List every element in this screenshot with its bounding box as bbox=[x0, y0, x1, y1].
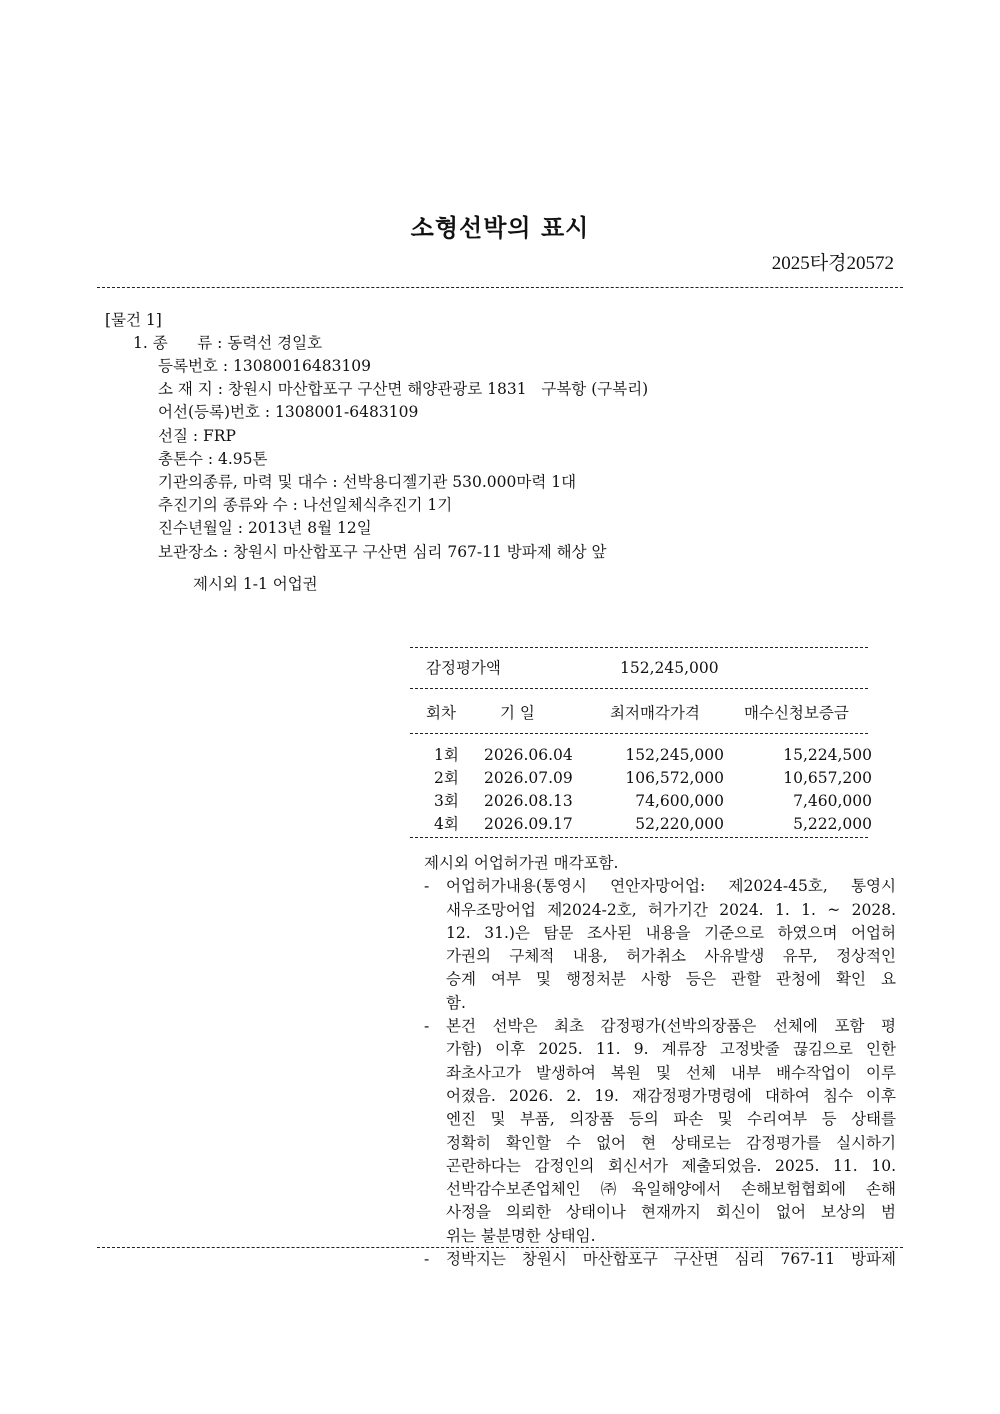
cell-min-price: 152,245,000 bbox=[625, 746, 724, 764]
note-bullet: - bbox=[424, 1250, 430, 1269]
note-line: 가함) 이후 2025. 11. 9. 계류장 고정밧줄 끊김으로 인한 bbox=[446, 1040, 896, 1059]
note-line: 12. 31.)은 탐문 조사된 내용을 기준으로 하였으며 어업허 bbox=[446, 923, 896, 942]
item-line: 선질 : FRP bbox=[158, 426, 236, 445]
item-line: 소 재 지 : 창원시 마산합포구 구산면 해양관광로 1831 구복항 (구복리) bbox=[158, 380, 649, 399]
note-bullet: - bbox=[424, 1017, 430, 1036]
cell-min-price: 74,600,000 bbox=[635, 792, 724, 810]
top-divider bbox=[97, 287, 903, 288]
note-paragraph bbox=[424, 1248, 896, 1271]
item-kind-block bbox=[133, 332, 322, 355]
note-line: 사정을 의뢰한 상태이나 현재까지 회신이 없어 보상의 범 bbox=[446, 1203, 896, 1222]
case-number: 2025타경20572 bbox=[771, 253, 894, 274]
note-line: 좌초사고가 발생하여 복원 및 선체 내부 배수작업이 이루 bbox=[446, 1063, 896, 1082]
schedule-body bbox=[410, 744, 872, 836]
appraisal-block bbox=[410, 657, 868, 680]
cell-min-price: 106,572,000 bbox=[625, 769, 724, 787]
item-header: [물건 1] bbox=[105, 311, 162, 329]
note-line: 가권의 구체적 내용, 허가취소 사유발생 유무, 정상적인 bbox=[446, 947, 896, 966]
item-line: 1. 종 류 : 동력선 경일호 bbox=[133, 334, 323, 352]
cell-deposit: 15,224,500 bbox=[783, 746, 872, 764]
note-bullet: - bbox=[424, 877, 430, 896]
item-line: 등록번호 : 13080016483109 bbox=[158, 357, 372, 375]
cell-deposit: 5,222,000 bbox=[793, 815, 872, 833]
note-line: 위는 불분명한 상태임. bbox=[446, 1226, 596, 1245]
item-line: 진수년월일 : 2013년 8월 12일 bbox=[158, 519, 372, 538]
header-min-price: 최저매각가격 bbox=[610, 704, 700, 722]
note-line: 본건 선박은 최초 감정평가(선박의장품은 선체에 포함 평 bbox=[446, 1017, 896, 1036]
cell-round: 1회 bbox=[434, 746, 459, 764]
table-divider bbox=[410, 688, 868, 689]
note-line: 함. bbox=[446, 993, 466, 1012]
note-line: 어업허가내용(통영시 연안자망어업: 제2024-45호, 통영시 bbox=[446, 877, 896, 896]
table-divider bbox=[410, 837, 868, 838]
note-line: 새우조망어업 제2024-2호, 허가기간 2024. 1. 1. ~ 2028. bbox=[446, 900, 896, 919]
item-line: 보관장소 : 창원시 마산합포구 구산면 심리 767-11 방파제 해상 앞 bbox=[158, 542, 607, 561]
cell-date: 2026.07.09 bbox=[484, 769, 573, 787]
appraisal-label: 감정평가액 bbox=[426, 659, 501, 677]
schedule-header bbox=[410, 702, 868, 725]
cell-date: 2026.09.17 bbox=[484, 815, 573, 833]
note-line: 정박지는 창원시 마산합포구 구산면 심리 767-11 방파제 bbox=[446, 1250, 896, 1269]
header-round: 회차 bbox=[426, 704, 456, 722]
cell-round: 2회 bbox=[434, 769, 459, 787]
table-divider bbox=[410, 733, 868, 734]
table-divider bbox=[410, 647, 868, 648]
header-deposit: 매수신청보증금 bbox=[744, 704, 849, 722]
table-row bbox=[410, 767, 872, 790]
note-line: 엔진 및 부품, 의장품 등의 파손 및 수리여부 등 상태를 bbox=[446, 1110, 896, 1129]
note-line: 승계 여부 및 행정처분 사항 등은 관할 관청에 확인 요 bbox=[446, 970, 896, 989]
note-line: 선박감수보존업체인 ㈜육일해양에서 손해보험협회에 손해 bbox=[446, 1180, 896, 1199]
bottom-divider bbox=[97, 1247, 903, 1248]
header-date: 기 일 bbox=[500, 704, 535, 722]
cell-round: 4회 bbox=[434, 815, 459, 833]
cell-date: 2026.06.04 bbox=[484, 746, 573, 764]
note-line: 어졌음. 2026. 2. 19. 재감정평가명령에 대하여 침수 이후 bbox=[446, 1086, 896, 1105]
item-header-block bbox=[105, 309, 162, 332]
note-paragraph bbox=[424, 1015, 896, 1248]
cell-date: 2026.08.13 bbox=[484, 792, 573, 810]
note-line: 곤란하다는 감정인의 회신서가 제출되었음. 2025. 11. 10. bbox=[446, 1156, 896, 1175]
note-paragraph bbox=[424, 875, 896, 1015]
item-detail-list bbox=[158, 355, 648, 564]
table-row bbox=[410, 790, 872, 813]
item-line: 총톤수 : 4.95톤 bbox=[158, 449, 268, 468]
item-line: 어선(등록)번호 : 1308001-6483109 bbox=[158, 403, 419, 422]
item-extra: 제시외 1-1 어업권 bbox=[193, 575, 318, 593]
table-row bbox=[410, 744, 872, 767]
cell-round: 3회 bbox=[434, 792, 459, 810]
notes-block bbox=[424, 852, 896, 1271]
table-row bbox=[410, 813, 872, 836]
note-line: 정확히 확인할 수 없어 현 상태로는 감정평가를 실시하기 bbox=[446, 1133, 896, 1152]
appraisal-value: 152,245,000 bbox=[620, 659, 719, 677]
notes-intro: 제시외 어업허가권 매각포함. bbox=[424, 854, 619, 872]
item-line: 추진기의 종류와 수 : 나선일체식추진기 1기 bbox=[158, 496, 453, 515]
cell-deposit: 7,460,000 bbox=[793, 792, 872, 810]
cell-min-price: 52,220,000 bbox=[635, 815, 724, 833]
cell-deposit: 10,657,200 bbox=[783, 769, 872, 787]
item-line: 기관의종류, 마력 및 대수 : 선박용디젤기관 530.000마력 1대 bbox=[158, 472, 577, 491]
page-title: 소형선박의 표시 bbox=[410, 214, 590, 242]
